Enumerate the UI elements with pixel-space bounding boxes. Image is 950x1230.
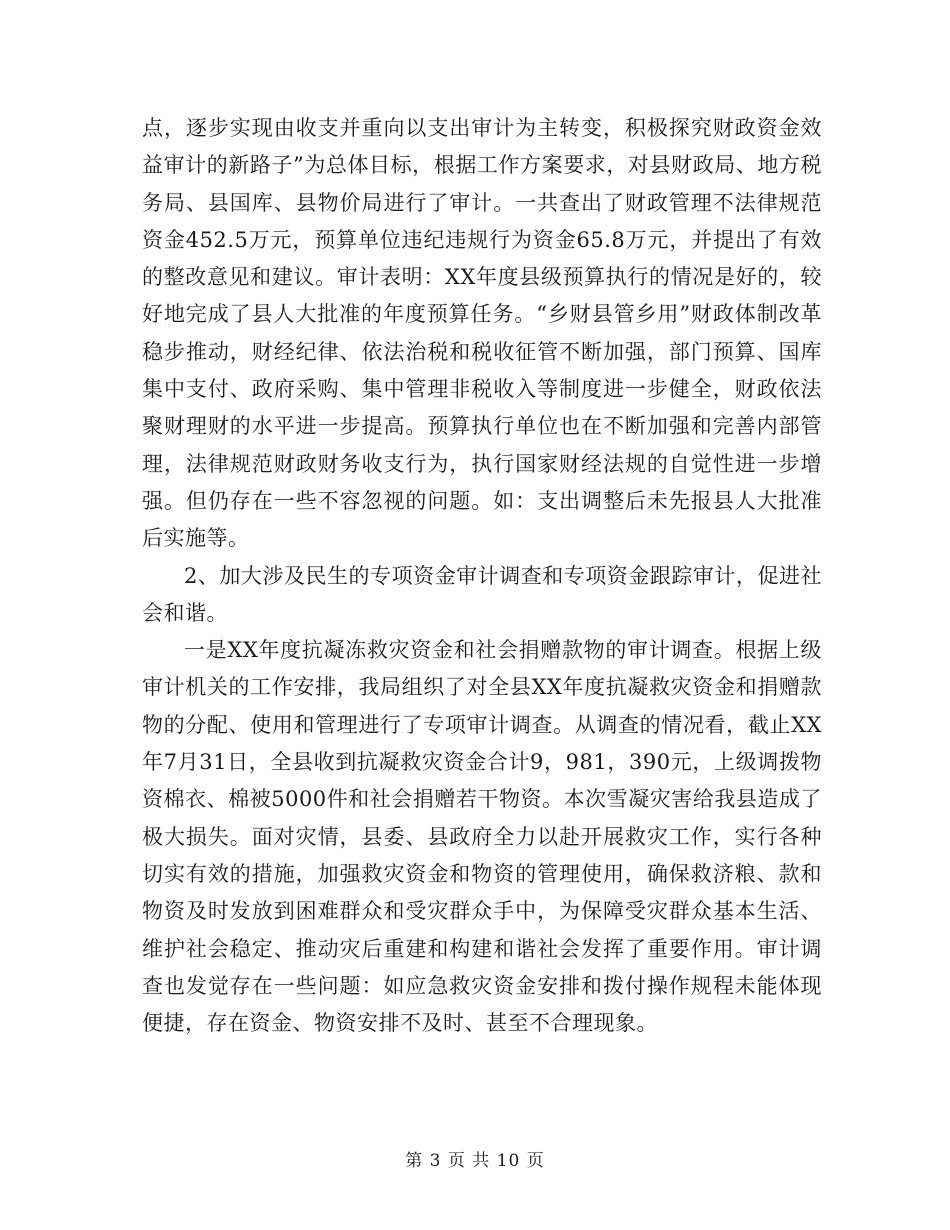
paragraph-audit-results: 点，逐步实现由收支并重向以支出审计为主转变，积极探究财政资金效益审计的新路子”为总体目标，根据工作方案要求，对县财政局、地方税务局、县国库、县物价局进行了审计。一共查出了财政管理不法律规范资金452.5万元，预算单位违纪违规行为资金65.8万元，并提出了有效的整改意见和建议。审计表明：XX年度县级预算执行的情况是好的，较好地完成了县人大批准的年度预算任务。“乡财县管乡用”财政体制改革稳步推动，财经纪律、依法治税和税收征管不断加强，部门预算、国库集中支付、政府采购、集中管理非税收入等制度进一步健全，财政依法聚财理财的水平进一步提高。预算执行单位也在不断加强和完善内部管理，法律规范财政财务收支行为，执行国家财经法规的自觉性进一步增强。但仍存在一些不容忽视的问题。如：支出调整后未先报县人大批准后实施等。 [142, 116, 822, 551]
document-body [142, 110, 822, 1042]
page-footer [0, 1151, 950, 1171]
page-number: 第 3 页 共 10 页 [405, 1151, 545, 1171]
paragraph-special-funds-heading: 2、加大涉及民生的专项资金审计调查和专项资金跟踪审计，促进社会和谐。 [142, 563, 822, 625]
paragraph-disaster-relief-audit: 一是XX年度抗凝冻救灾资金和社会捐赠款物的审计调查。根据上级审计机关的工作安排，我局组织了对全县XX年度抗凝救灾资金和捐赠款物的分配、使用和管理进行了专项审计调查。从调查的情况看，截止XX年7月31日，全县收到抗凝救灾资金合计9，981，390元，上级调拨物资棉衣、棉被5000件和社会捐赠若干物资。本次雪凝灾害给我县造成了极大损失。面对灾情，县委、县政府全力以赴开展救灾工作，实行各种切实有效的措施，加强救灾资金和物资的管理使用，确保救济粮、款和物资及时发放到困难群众和受灾群众手中，为保障受灾群众基本生活、维护社会稳定、推动灾后重建和构建和谐社会发挥了重要作用。审计调查也发觉存在一些问题：如应急救灾资金安排和拨付操作规程未能体现便捷，存在资金、物资安排不及时、甚至不合理现象。 [142, 638, 822, 1036]
